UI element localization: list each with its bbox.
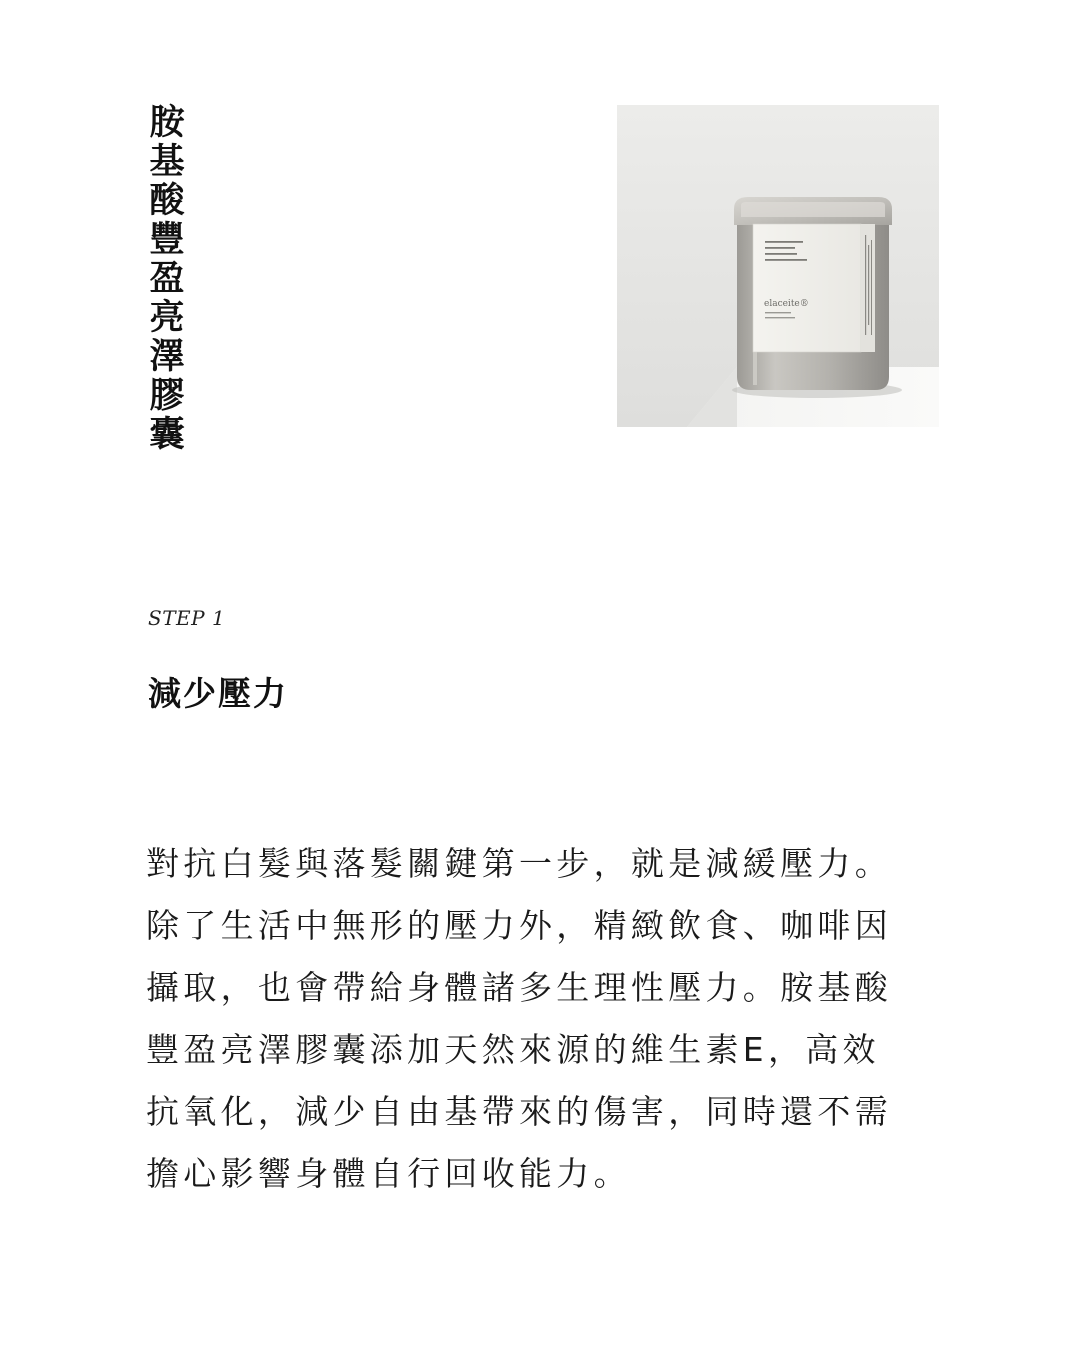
body-paragraph <box>146 833 946 1205</box>
body-line: 攝取，也會帶給身體諸多生理性壓力。胺基酸 <box>146 968 892 1007</box>
body-line: 豐盈亮澤膠囊添加天然來源的維生素E，高效 <box>146 1030 880 1069</box>
page-title: 胺基酸豐盈亮澤膠囊 <box>149 103 185 455</box>
step-label: STEP 1 <box>148 606 226 630</box>
svg-text:elaceite®: elaceite® <box>764 299 809 309</box>
section-heading: 減少壓力 <box>148 674 288 713</box>
body-line: 對抗白髮與落髮關鍵第一步，就是減緩壓力。 <box>146 844 892 883</box>
body-line: 擔心影響身體自行回收能力。 <box>146 1154 631 1193</box>
body-line: 抗氧化，減少自由基帶來的傷害，同時還不需 <box>146 1092 892 1131</box>
product-photo <box>617 105 939 427</box>
body-line: 除了生活中無形的壓力外，精緻飲食、咖啡因 <box>146 906 892 945</box>
